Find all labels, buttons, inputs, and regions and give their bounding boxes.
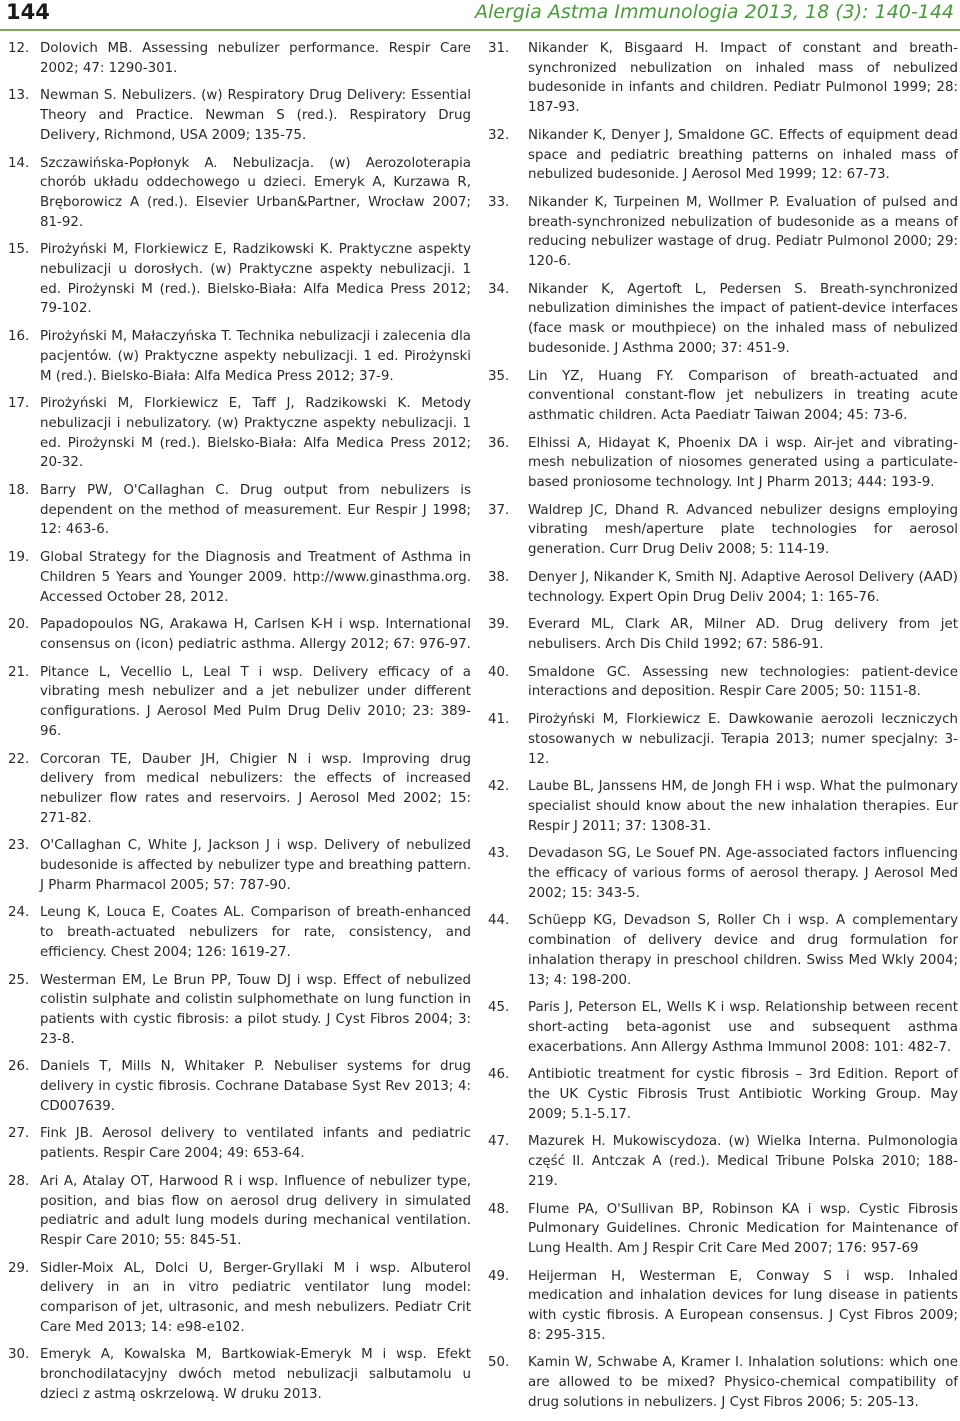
reference-item — [488, 615, 958, 654]
reference-item — [8, 1172, 471, 1251]
reference-item — [8, 394, 471, 473]
reference-item — [8, 548, 471, 607]
reference-text: Barry PW, O'Callaghan C. Drug output from nebulizers is dependent on the method of measurement. Eur Respir J 1998; 12: 463-6. — [40, 483, 471, 538]
reference-text: Nikander K, Denyer J, Smaldone GC. Effects of equipment dead space and pediatric breathing patterns on inhaled mass of nebulized budesonide. J Aerosol Med 1999; 12: 67-73. — [528, 127, 958, 183]
reference-text: Pirożyński M, Florkiewicz E, Radzikowski K. Praktyczne aspekty nebulizacji u dorosłych. (w) Praktyczne aspekty nebulizacji. 1 ed. Pirożynski M (red.). Bielsko-Biała: Alfa Medica Press 2012; 79-102. — [40, 242, 471, 317]
reference-number: 40. — [488, 664, 510, 680]
reference-text: Smaldone GC. Assessing new technologies: patient-device interactions and deposition. Respir Care 2005; 50: 1151-8. — [528, 664, 958, 700]
reference-number: 18. — [8, 483, 30, 499]
reference-number: 46. — [488, 1067, 510, 1083]
reference-number: 16. — [8, 329, 30, 345]
reference-text: Nikander K, Turpeinen M, Wollmer P. Evaluation of pulsed and breath-synchronized nebulization of budesonide as a means of reducing nebulizer wastage of drug. Pediatr Pulmonol 2000; 29: 120-6. — [528, 194, 958, 270]
reference-text: Elhissi A, Hidayat K, Phoenix DA i wsp. Air-jet and vibrating-mesh nebulization of niosomes generated using a particulate-based proniosome technology. Int J Pharm 2013; 444: 193-9. — [528, 435, 958, 491]
reference-number: 15. — [8, 242, 30, 258]
reference-item — [488, 39, 958, 118]
reference-text: Antibiotic treatment for cystic fibrosis – 3rd Edition. Report of the UK Cystic Fibrosis Trust Antibiotic Working Group. May 2009; 5.1-5.17. — [528, 1067, 958, 1122]
reference-text: Denyer J, Nikander K, Smith NJ. Adaptive Aerosol Delivery (AAD) technology. Expert Opin Drug Deliv 2004; 1: 165-76. — [528, 569, 958, 605]
reference-number: 50. — [488, 1355, 510, 1371]
reference-number: 44. — [488, 913, 510, 929]
reference-text: Papadopoulos NG, Arakawa H, Carlsen K-H i wsp. International consensus on (icon) pediatric asthma. Allergy 2012; 67: 976-97. — [40, 617, 471, 652]
reference-item — [8, 1345, 471, 1404]
reference-number: 26. — [8, 1059, 30, 1075]
reference-text: Pirożyński M, Florkiewicz E. Dawkowanie aerozoli leczniczych stosowanych w nebulizacji. Terapia 2013; numer specjalny: 3-12. — [528, 712, 958, 767]
reference-number: 23. — [8, 838, 30, 854]
reference-number: 22. — [8, 751, 30, 767]
reference-item — [8, 481, 471, 540]
reference-text: Heijerman H, Westerman E, Conway S i wsp. Inhaled medication and inhalation devices for lung disease in patients with cystic fibrosis. A European consensus. J Cyst Fibros 2009; 8: 295-315. — [528, 1268, 958, 1343]
reference-text: Paris J, Peterson EL, Wells K i wsp. Relationship between recent short-acting beta-agonist use and subsequent asthma exacerbations. Ann Allergy Asthma Immunol 2008: 101: 482-7. — [528, 1000, 958, 1055]
reference-item — [488, 1200, 958, 1259]
reference-number: 49. — [488, 1268, 510, 1284]
reference-number: 31. — [488, 41, 510, 56]
reference-number: 13. — [8, 88, 30, 104]
page-number: 144 — [6, 0, 50, 24]
reference-number: 45. — [488, 1000, 510, 1016]
reference-text: Ari A, Atalay OT, Harwood R i wsp. Influence of nebulizer type, position, and bias flow on aerosol drug delivery in simulated pediatric and adult lung models during mechanical ventilation. Respir Care 2010; 55: 845-51. — [40, 1173, 471, 1248]
reference-number: 38. — [488, 569, 510, 585]
reference-number: 39. — [488, 617, 510, 633]
reference-text: Szczawińska-Popłonyk A. Nebulizacja. (w) Aerozoloterapia chorób układu oddechowego u dzieci. Emeryk A, Kurzawa R, Bręborowicz A (red.). Elsevier Urban&Partner, Wrocław 2007; 81-92. — [40, 155, 471, 230]
reference-text: Pirożyński M, Florkiewicz E, Taff J, Radzikowski K. Metody nebulizacji i nebulizatory. (w) Praktyczne aspekty nebulizacji. 1 ed. Pirożynski M (red.). Bielsko-Biała: Alfa Medica Press 2012; 20-32. — [40, 396, 471, 471]
reference-text: Sidler-Moix AL, Dolci U, Berger-Gryllaki M i wsp. Albuterol delivery in an in vitro pediatric ventilator lung model: comparison of jet, ultrasonic, and mesh nebulizers. Pediatr Crit Care Med 2013; 14: e98-e102. — [40, 1260, 471, 1335]
header-divider — [0, 29, 960, 31]
reference-number: 32. — [488, 127, 510, 143]
reference-number: 24. — [8, 905, 30, 921]
reference-number: 43. — [488, 846, 510, 862]
reference-text: Everard ML, Clark AR, Milner AD. Drug delivery from jet nebulisers. Arch Dis Child 1992; 67: 586-91. — [528, 617, 958, 652]
reference-item — [8, 836, 471, 895]
reference-text: Leung K, Louca E, Coates AL. Comparison of breath-enhanced to breath-actuated nebulizers for rate, consistency, and efficiency. Chest 2004; 126: 1619-27. — [40, 905, 471, 960]
reference-item — [488, 1267, 958, 1346]
reference-item — [488, 777, 958, 836]
reference-number: 30. — [8, 1347, 30, 1363]
reference-text: Waldrep JC, Dhand R. Advanced nebulizer designs employing vibrating mesh/aperture plate technologies for aerosol generation. Curr Drug Deliv 2008; 5: 114-19. — [528, 502, 958, 558]
reference-text: Mazurek H. Mukowiscydoza. (w) Wielka Interna. Pulmonologia część II. Antczak A (red.). Medical Tribune Polska 2010; 188-219. — [528, 1134, 958, 1189]
references-right-column — [488, 39, 958, 1421]
reference-number: 20. — [8, 617, 30, 633]
reference-item — [488, 663, 958, 702]
reference-number: 42. — [488, 779, 510, 795]
reference-item — [488, 911, 958, 990]
reference-number: 27. — [8, 1126, 30, 1142]
reference-number: 17. — [8, 396, 30, 412]
reference-number: 12. — [8, 41, 30, 56]
reference-item — [488, 367, 958, 426]
reference-number: 37. — [488, 502, 510, 518]
reference-item — [488, 280, 958, 359]
reference-item — [488, 434, 958, 493]
reference-item — [488, 844, 958, 903]
reference-number: 48. — [488, 1201, 510, 1217]
reference-item — [8, 1259, 471, 1338]
reference-text: Dolovich MB. Assessing nebulizer performance. Respir Care 2002; 47: 1290-301. — [40, 41, 471, 76]
reference-number: 14. — [8, 155, 30, 171]
reference-item — [8, 240, 471, 319]
reference-item — [8, 154, 471, 233]
reference-item — [8, 615, 471, 654]
reference-text: Fink JB. Aerosol delivery to ventilated infants and pediatric patients. Respir Care 2004; 49: 653-64. — [40, 1126, 471, 1162]
reference-text: Global Strategy for the Diagnosis and Treatment of Asthma in Children 5 Years and Younger 2009. http://www.ginasthma.org. Accessed October 28, 2012. — [40, 550, 471, 605]
reference-text: Emeryk A, Kowalska M, Bartkowiak-Emeryk M i wsp. Efekt bronchodilatacyjny dwóch metod nebulizacji salbutamolu u dzieci z astmą oskrzelową. W druku 2013. — [40, 1347, 471, 1402]
reference-text: Flume PA, O'Sullivan BP, Robinson KA i wsp. Cystic Fibrosis Pulmonary Guidelines. Chronic Medication for Maintenance of Lung Health. Am J Respir Crit Care Med 2007; 176: 957-69 — [528, 1201, 958, 1256]
journal-citation: Alergia Astma Immunologia 2013, 18 (3): 140-144 — [475, 1, 954, 23]
reference-item — [488, 1132, 958, 1191]
reference-text: Corcoran TE, Dauber JH, Chigier N i wsp. Improving drug delivery from medical nebulizers: the effects of increased nebulizer flow rates and reservoirs. J Aerosol Med 2002; 15: 271-82. — [40, 751, 471, 826]
reference-item — [8, 903, 471, 962]
reference-item — [8, 971, 471, 1050]
reference-item — [488, 1065, 958, 1124]
reference-number: 41. — [488, 712, 510, 728]
reference-text: O'Callaghan C, White J, Jackson J i wsp. Delivery of nebulized budesonide is affected by nebulizer type and breathing pattern. J Pharm Pharmacol 2005; 57: 787-90. — [40, 838, 471, 893]
reference-text: Pirożyński M, Małaczyńska T. Technika nebulizacji i zalecenia dla pacjentów. (w) Praktyczne aspekty nebulizacji. 1 ed. Pirożynski M (red.). Bielsko-Biała: Alfa Medica Press 2012; 37-9. — [40, 329, 471, 384]
reference-text: Westerman EM, Le Brun PP, Touw DJ i wsp. Effect of nebulized colistin sulphate and colistin sulphomethate on lung function in patients with cystic fibrosis: a pilot study. J Cyst Fibros 2004; 3: 23-8. — [40, 972, 471, 1047]
reference-text: Lin YZ, Huang FY. Comparison of breath-actuated and conventional constant-flow jet nebulizers in treating acute asthmatic children. Acta Paediatr Taiwan 2004; 45: 73-6. — [528, 368, 958, 423]
reference-item — [8, 1124, 471, 1163]
reference-text: Laube BL, Janssens HM, de Jongh FH i wsp. What the pulmonary specialist should know about the new inhalation therapies. Eur Respir J 2011; 37: 1308-31. — [528, 779, 958, 834]
references-left-column — [8, 39, 471, 1413]
reference-number: 36. — [488, 435, 510, 451]
reference-text: Pitance L, Vecellio L, Leal T i wsp. Delivery efficacy of a vibrating mesh nebulizer and a jet nebulizer under different configurations. J Aerosol Med Pulm Drug Deliv 2010; 23: 389-96. — [40, 664, 471, 739]
reference-number: 28. — [8, 1173, 30, 1189]
reference-item — [8, 86, 471, 145]
reference-item — [8, 663, 471, 742]
reference-number: 19. — [8, 550, 30, 566]
reference-item — [488, 710, 958, 769]
reference-text: Kamin W, Schwabe A, Kramer I. Inhalation solutions: which one are allowed to be mixed? Physico-chemical compatibility of drug solutions in nebulizers. J Cyst Fibros 2006; 5: 205-13. — [528, 1355, 958, 1410]
reference-text: Daniels T, Mills N, Whitaker P. Nebuliser systems for drug delivery in cystic fibrosis. Cochrane Database Syst Rev 2013; 4: CD007639. — [40, 1059, 471, 1114]
reference-item — [488, 568, 958, 607]
reference-number: 47. — [488, 1134, 510, 1150]
reference-item — [488, 1353, 958, 1412]
reference-item — [8, 39, 471, 78]
reference-number: 25. — [8, 972, 30, 988]
reference-item — [488, 126, 958, 185]
reference-number: 29. — [8, 1260, 30, 1276]
reference-item — [8, 1057, 471, 1116]
reference-number: 34. — [488, 281, 510, 297]
reference-text: Nikander K, Bisgaard H. Impact of constant and breath-synchronized nebulization on inhaled mass of nebulized budesonide in infants and children. Pediatr Pulmonol 1999; 28: 187-93. — [528, 41, 958, 116]
reference-text: Schüepp KG, Devadson S, Roller Ch i wsp. A complementary combination of delivery device and drug formulation for inhalation therapy in preschool children. Swiss Med Wkly 2004; 13; 4: 198-200. — [528, 913, 958, 988]
reference-text: Newman S. Nebulizers. (w) Respiratory Drug Delivery: Essential Theory and Practice. Newman S (red.). Respiratory Drug Delivery, Richmond, USA 2009; 135-75. — [40, 88, 471, 143]
reference-number: 35. — [488, 368, 510, 384]
reference-text: Devadason SG, Le Souef PN. Age-associated factors influencing the efficacy of various forms of aerosol therapy. J Aerosol Med 2002; 15: 343-5. — [528, 846, 958, 901]
reference-item — [488, 998, 958, 1057]
reference-number: 33. — [488, 194, 510, 210]
reference-text: Nikander K, Agertoft L, Pedersen S. Breath-synchronized nebulization diminishes the impact of patient-device interfaces (face mask or mouthpiece) on the inhaled mass of nebulized budesonide. J Asthma 2000; 37: 451-9. — [528, 281, 958, 356]
page-header — [0, 0, 960, 28]
reference-item — [488, 193, 958, 272]
reference-item — [8, 327, 471, 386]
reference-number: 21. — [8, 664, 30, 680]
reference-item — [8, 750, 471, 829]
reference-item — [488, 501, 958, 560]
